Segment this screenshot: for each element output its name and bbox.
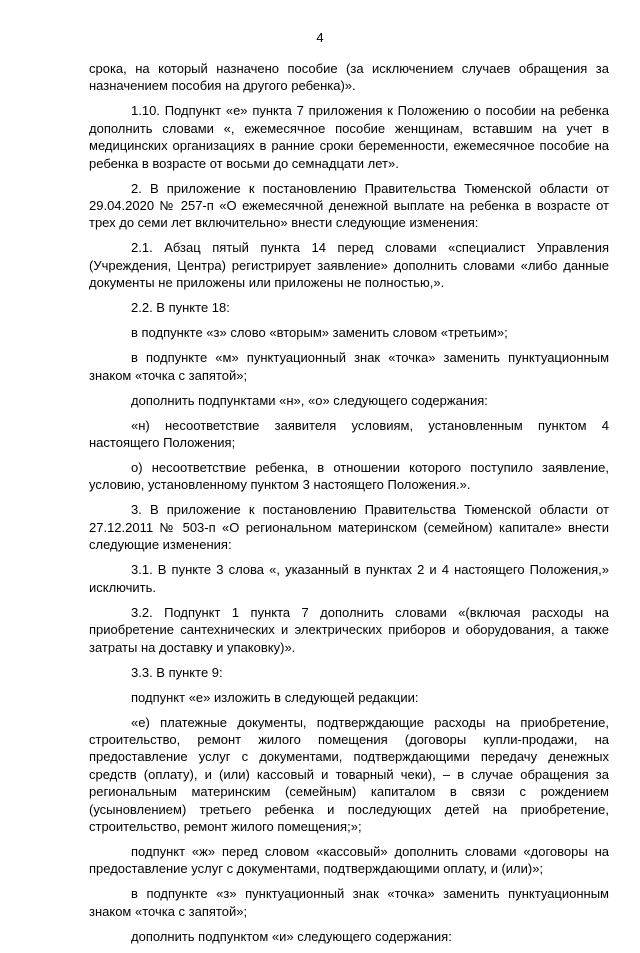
paragraph: в подпункте «з» пунктуационный знак «точка» заменить пунктуационным знаком «точка с запятой»; bbox=[89, 886, 609, 919]
paragraph: 3.2. Подпункт 1 пункта 7 дополнить словами «(включая расходы на приобретение сантехнических и электрических приборов и оборудования, а также затраты на доставку и упаковку)». bbox=[89, 604, 609, 655]
paragraph: о) несоответствие ребенка, в отношении которого поступило заявление, условию, установленному пунктом 3 настоящего Положения.». bbox=[89, 460, 609, 493]
paragraph: 3.3. В пункте 9: bbox=[131, 664, 223, 680]
paragraph: 2.1. Абзац пятый пункта 14 перед словами «специалист Управления (Учреждения, Центра) регистрирует заявление» дополнить словами «либо данные документы не приложены или приложены не полностью,». bbox=[89, 240, 609, 291]
paragraph: 2.2. В пункте 18: bbox=[131, 300, 230, 316]
paragraph: подпункт «е» изложить в следующей редакции: bbox=[131, 689, 419, 705]
paragraph: 1.10. Подпункт «е» пункта 7 приложения к Положению о пособии на ребенка дополнить словами «, ежемесячное пособие женщинам, вставшим на учет в медицинских организациях в ранние сроки беременности, ежемесячное пособие на ребенка в возрасте от восьми до семнадцати лет». bbox=[89, 103, 609, 171]
paragraph: подпункт «ж» перед словом «кассовый» дополнить словами «договоры на предоставление услуг с документами, подтверждающими оплату, и (или)»; bbox=[89, 843, 609, 877]
paragraph: срока, на который назначено пособие (за исключением случаев обращения за назначением пособия на другого ребенка)». bbox=[89, 61, 609, 94]
document-body bbox=[89, 60, 609, 953]
paragraph: 3. В приложение к постановлению Правительства Тюменской области от 27.12.2011 № 503-п «О региональном материнском (семейном) капитале» внести следующие изменения: bbox=[89, 502, 609, 553]
page-number: 4 bbox=[316, 30, 324, 45]
paragraph: в подпункте «м» пунктуационный знак «точка» заменить пунктуационным знаком «точка с запятой»; bbox=[89, 350, 609, 383]
paragraph: «е) платежные документы, подтверждающие расходы на приобретение, строительство, ремонт жилого помещения (договоры купли-продажи, на предоставление услуг с документами, подтверждающими передачу денежных средств (оплату), и (или) кассовый и товарный чеки), – в случае обращения за региональным материнским (семейным) капиталом в связи с рождением (усыновлением) третьего ребенка и последующих детей на приобретение, строительство, ремонт жилого помещения;»; bbox=[89, 714, 609, 834]
paragraph: 3.1. В пункте 3 слова «, указанный в пунктах 2 и 4 настоящего Положения,» исключить. bbox=[89, 562, 609, 595]
paragraph: «н) несоответствие заявителя условиям, установленным пунктом 4 настоящего Положения; bbox=[89, 417, 609, 451]
paragraph: дополнить подпунктом «и» следующего содержания: bbox=[131, 928, 452, 944]
paragraph: в подпункте «з» слово «вторым» заменить словом «третьим»; bbox=[131, 325, 508, 341]
paragraph: 2. В приложение к постановлению Правительства Тюменской области от 29.04.2020 № 257-п «О ежемесячной денежной выплате на ребенка в возрасте от трех до семи лет включительно» внести следующие изменения: bbox=[89, 180, 609, 231]
paragraph: дополнить подпунктами «н», «о» следующего содержания: bbox=[131, 392, 488, 408]
